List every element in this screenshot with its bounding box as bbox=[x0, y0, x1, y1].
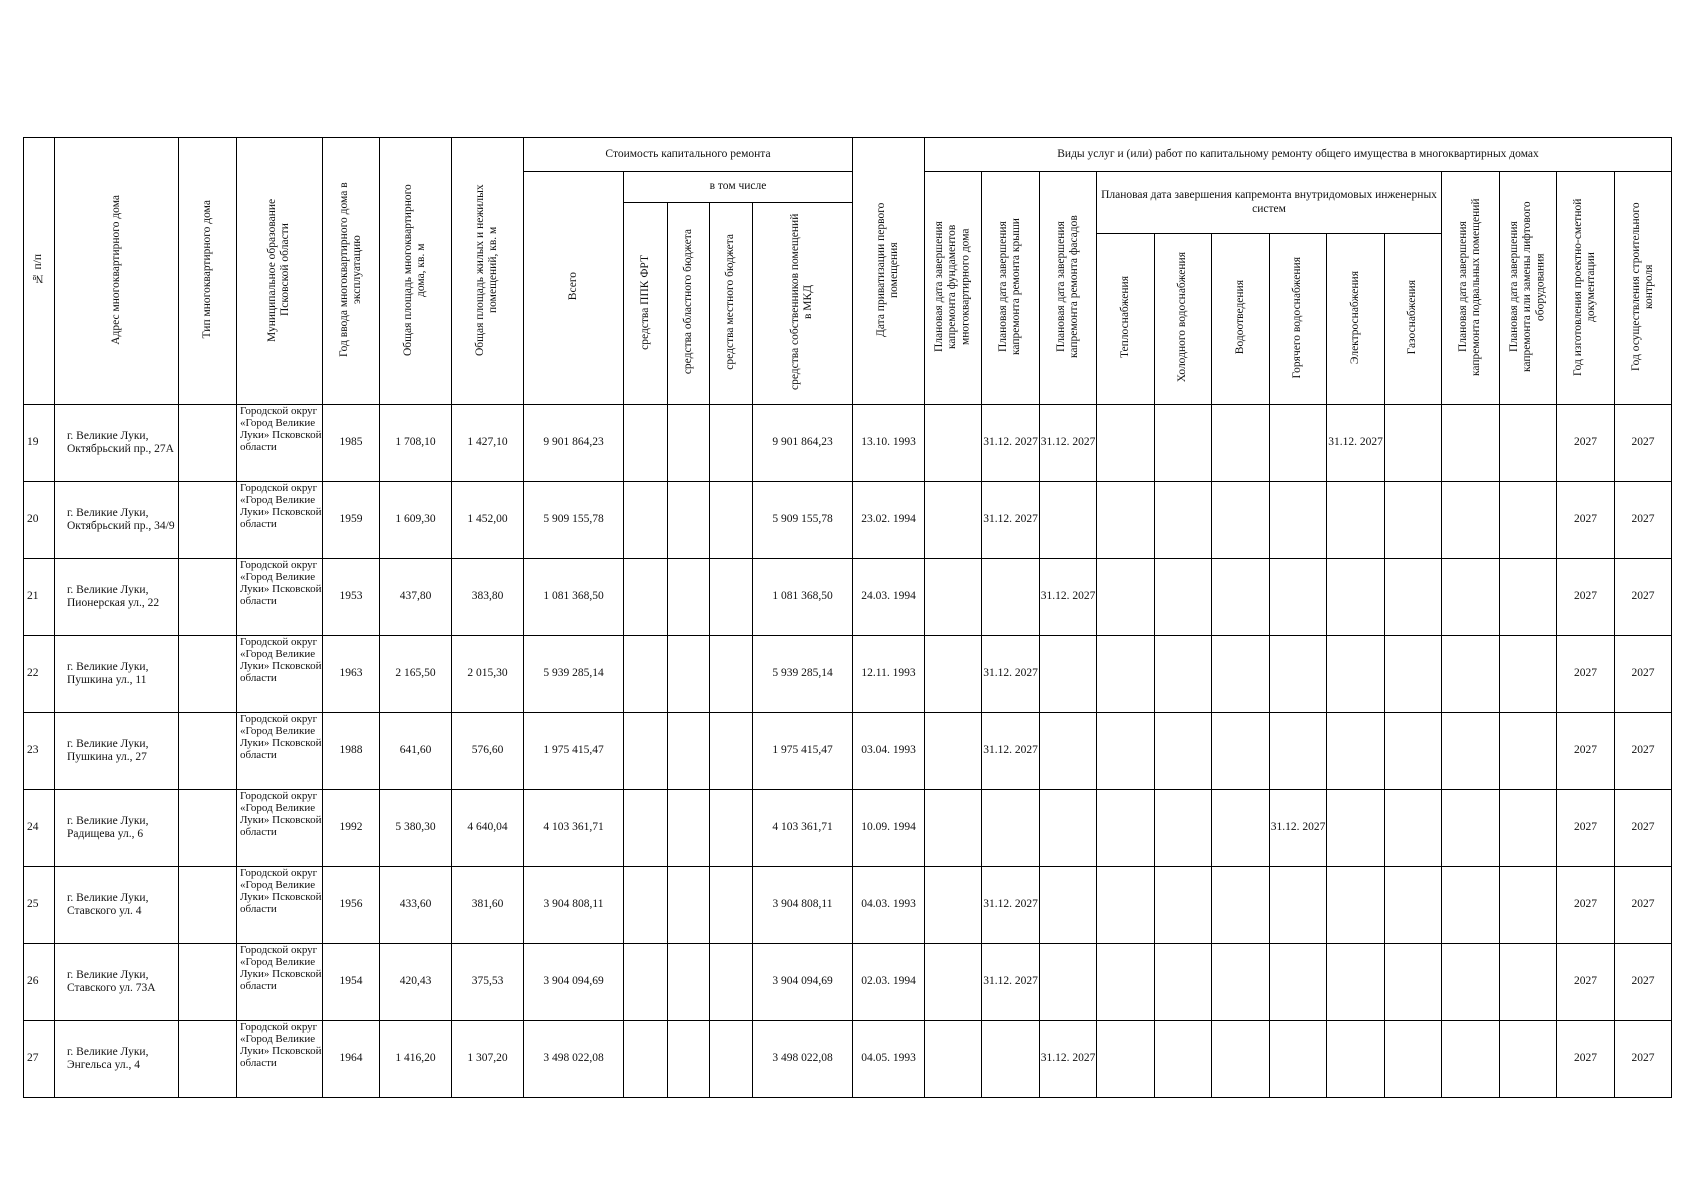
cell-gas bbox=[1385, 713, 1442, 790]
header-foundation: Плановая дата завершения капремонта фундаментов многоквартирного дома bbox=[925, 172, 982, 405]
cell-type bbox=[179, 944, 237, 1021]
cell-design-year: 2027 bbox=[1557, 405, 1615, 482]
cell-cost-total: 3 904 808,11 bbox=[524, 867, 624, 944]
cell-year-built: 1985 bbox=[323, 405, 380, 482]
cell-electric bbox=[1327, 790, 1385, 867]
cell-facade bbox=[1040, 944, 1097, 1021]
cell-ppk-frt bbox=[624, 1021, 668, 1098]
cell-municipality: Городской округ «Город Великие Луки» Псковской области bbox=[237, 713, 323, 790]
cell-owners: 3 498 022,08 bbox=[753, 1021, 853, 1098]
cell-privatization: 10.09. 1994 bbox=[853, 790, 925, 867]
cell-facade bbox=[1040, 482, 1097, 559]
header-type: Тип многоквартирного дома bbox=[179, 138, 237, 405]
header-regional: средства областного бюджета bbox=[668, 203, 710, 405]
cell-local bbox=[710, 944, 753, 1021]
cell-foundation bbox=[925, 713, 982, 790]
cell-hot-water bbox=[1270, 559, 1327, 636]
header-address: Адрес многоквартирного дома bbox=[55, 138, 179, 405]
header-electric: Электроснабжения bbox=[1327, 234, 1385, 405]
cell-design-year: 2027 bbox=[1557, 790, 1615, 867]
cell-num: 22 bbox=[24, 636, 55, 713]
cell-owners: 1 975 415,47 bbox=[753, 713, 853, 790]
cell-electric: 31.12. 2027 bbox=[1327, 405, 1385, 482]
cell-cost-total: 9 901 864,23 bbox=[524, 405, 624, 482]
cell-total-area: 5 380,30 bbox=[380, 790, 452, 867]
cell-elevator bbox=[1500, 405, 1557, 482]
cell-hot-water bbox=[1270, 867, 1327, 944]
cell-address: г. Великие Луки, Пушкина ул., 27 bbox=[55, 713, 179, 790]
capital-repair-table bbox=[23, 137, 1672, 1098]
cell-gas bbox=[1385, 867, 1442, 944]
cell-living-area: 2 015,30 bbox=[452, 636, 524, 713]
cell-sewerage bbox=[1212, 790, 1270, 867]
cell-cold-water bbox=[1155, 790, 1212, 867]
cell-basement bbox=[1442, 790, 1500, 867]
cell-ppk-frt bbox=[624, 482, 668, 559]
cell-facade: 31.12. 2027 bbox=[1040, 1021, 1097, 1098]
cell-cold-water bbox=[1155, 867, 1212, 944]
cell-type bbox=[179, 636, 237, 713]
cell-living-area: 1 452,00 bbox=[452, 482, 524, 559]
cell-cost-total: 5 909 155,78 bbox=[524, 482, 624, 559]
cell-total-area: 1 708,10 bbox=[380, 405, 452, 482]
cell-elevator bbox=[1500, 559, 1557, 636]
cell-heating bbox=[1097, 713, 1155, 790]
cell-design-year: 2027 bbox=[1557, 559, 1615, 636]
cell-electric bbox=[1327, 944, 1385, 1021]
cell-type bbox=[179, 1021, 237, 1098]
cell-basement bbox=[1442, 713, 1500, 790]
header-elevator: Плановая дата завершения капремонта или замены лифтового оборудования bbox=[1500, 172, 1557, 405]
cell-hot-water bbox=[1270, 405, 1327, 482]
cell-electric bbox=[1327, 1021, 1385, 1098]
cell-privatization: 04.05. 1993 bbox=[853, 1021, 925, 1098]
cell-owners: 5 909 155,78 bbox=[753, 482, 853, 559]
cell-heating bbox=[1097, 405, 1155, 482]
cell-local bbox=[710, 482, 753, 559]
cell-ppk-frt bbox=[624, 405, 668, 482]
cell-local bbox=[710, 713, 753, 790]
cell-year-built: 1992 bbox=[323, 790, 380, 867]
cell-num: 26 bbox=[24, 944, 55, 1021]
cell-year-built: 1959 bbox=[323, 482, 380, 559]
cell-regional bbox=[668, 1021, 710, 1098]
cell-control-year: 2027 bbox=[1615, 482, 1672, 559]
cell-owners: 5 939 285,14 bbox=[753, 636, 853, 713]
cell-local bbox=[710, 1021, 753, 1098]
cell-roof bbox=[982, 559, 1040, 636]
header-privatization: Дата приватизации первого помещения bbox=[853, 138, 925, 405]
cell-living-area: 381,60 bbox=[452, 867, 524, 944]
header-works-group: Виды услуг и (или) работ по капитальному ремонту общего имущества в многоквартирных домах bbox=[925, 138, 1672, 172]
cell-gas bbox=[1385, 790, 1442, 867]
cell-municipality: Городской округ «Город Великие Луки» Псковской области bbox=[237, 944, 323, 1021]
header-basement: Плановая дата завершения капремонта подвальных помещений bbox=[1442, 172, 1500, 405]
cell-local bbox=[710, 636, 753, 713]
cell-cold-water bbox=[1155, 559, 1212, 636]
table-row bbox=[24, 482, 1672, 559]
cell-design-year: 2027 bbox=[1557, 713, 1615, 790]
cell-sewerage bbox=[1212, 944, 1270, 1021]
cell-heating bbox=[1097, 1021, 1155, 1098]
cell-facade: 31.12. 2027 bbox=[1040, 559, 1097, 636]
cell-facade: 31.12. 2027 bbox=[1040, 405, 1097, 482]
header-year-built: Год ввода многоквартирного дома в эксплуатацию bbox=[323, 138, 380, 405]
cell-heating bbox=[1097, 559, 1155, 636]
cell-year-built: 1954 bbox=[323, 944, 380, 1021]
cell-owners: 4 103 361,71 bbox=[753, 790, 853, 867]
cell-type bbox=[179, 405, 237, 482]
cell-basement bbox=[1442, 944, 1500, 1021]
cell-hot-water: 31.12. 2027 bbox=[1270, 790, 1327, 867]
cell-year-built: 1956 bbox=[323, 867, 380, 944]
header-owners: средства собственников помещений в МКД bbox=[753, 203, 853, 405]
cell-hot-water bbox=[1270, 944, 1327, 1021]
cell-privatization: 13.10. 1993 bbox=[853, 405, 925, 482]
cell-living-area: 1 307,20 bbox=[452, 1021, 524, 1098]
cell-elevator bbox=[1500, 944, 1557, 1021]
cell-regional bbox=[668, 790, 710, 867]
header-control-year: Год осуществления строительного контроля bbox=[1615, 172, 1672, 405]
cell-total-area: 2 165,50 bbox=[380, 636, 452, 713]
cell-foundation bbox=[925, 1021, 982, 1098]
cell-foundation bbox=[925, 867, 982, 944]
header-sewerage: Водоотведения bbox=[1212, 234, 1270, 405]
cell-electric bbox=[1327, 636, 1385, 713]
cell-ppk-frt bbox=[624, 713, 668, 790]
header-gas: Газоснабжения bbox=[1385, 234, 1442, 405]
cell-num: 19 bbox=[24, 405, 55, 482]
cell-basement bbox=[1442, 867, 1500, 944]
table-row bbox=[24, 405, 1672, 482]
cell-type bbox=[179, 867, 237, 944]
cell-cost-total: 1 081 368,50 bbox=[524, 559, 624, 636]
cell-cost-total: 5 939 285,14 bbox=[524, 636, 624, 713]
cell-privatization: 03.04. 1993 bbox=[853, 713, 925, 790]
cell-foundation bbox=[925, 790, 982, 867]
cell-municipality: Городской округ «Город Великие Луки» Псковской области bbox=[237, 790, 323, 867]
header-heating: Теплоснабжения bbox=[1097, 234, 1155, 405]
cell-heating bbox=[1097, 636, 1155, 713]
cell-gas bbox=[1385, 636, 1442, 713]
cell-roof: 31.12. 2027 bbox=[982, 405, 1040, 482]
cell-control-year: 2027 bbox=[1615, 559, 1672, 636]
cell-design-year: 2027 bbox=[1557, 482, 1615, 559]
cell-address: г. Великие Луки, Октябрьский пр., 34/9 bbox=[55, 482, 179, 559]
cell-gas bbox=[1385, 405, 1442, 482]
cell-municipality: Городской округ «Город Великие Луки» Псковской области bbox=[237, 405, 323, 482]
cell-address: г. Великие Луки, Ставского ул. 4 bbox=[55, 867, 179, 944]
cell-cold-water bbox=[1155, 482, 1212, 559]
cell-cold-water bbox=[1155, 636, 1212, 713]
cell-total-area: 433,60 bbox=[380, 867, 452, 944]
cell-regional bbox=[668, 405, 710, 482]
cell-ppk-frt bbox=[624, 790, 668, 867]
cell-num: 27 bbox=[24, 1021, 55, 1098]
cell-living-area: 1 427,10 bbox=[452, 405, 524, 482]
cell-foundation bbox=[925, 405, 982, 482]
header-local: средства местного бюджета bbox=[710, 203, 753, 405]
cell-living-area: 576,60 bbox=[452, 713, 524, 790]
cell-address: г. Великие Луки, Пионерская ул., 22 bbox=[55, 559, 179, 636]
cell-foundation bbox=[925, 636, 982, 713]
cell-municipality: Городской округ «Город Великие Луки» Псковской области bbox=[237, 482, 323, 559]
cell-local bbox=[710, 867, 753, 944]
cell-privatization: 24.03. 1994 bbox=[853, 559, 925, 636]
cell-address: г. Великие Луки, Ставского ул. 73А bbox=[55, 944, 179, 1021]
table-row bbox=[24, 1021, 1672, 1098]
cell-hot-water bbox=[1270, 713, 1327, 790]
cell-facade bbox=[1040, 790, 1097, 867]
cell-municipality: Городской округ «Город Великие Луки» Псковской области bbox=[237, 1021, 323, 1098]
cell-living-area: 4 640,04 bbox=[452, 790, 524, 867]
cell-year-built: 1964 bbox=[323, 1021, 380, 1098]
cell-living-area: 383,80 bbox=[452, 559, 524, 636]
cell-ppk-frt bbox=[624, 867, 668, 944]
header-num: № п/п bbox=[24, 138, 55, 405]
cell-num: 25 bbox=[24, 867, 55, 944]
header-living-area: Общая площадь жилых и нежилых помещений, кв. м bbox=[452, 138, 524, 405]
cell-municipality: Городской округ «Город Великие Луки» Псковской области bbox=[237, 867, 323, 944]
cell-control-year: 2027 bbox=[1615, 405, 1672, 482]
cell-privatization: 04.03. 1993 bbox=[853, 867, 925, 944]
cell-foundation bbox=[925, 482, 982, 559]
cell-privatization: 02.03. 1994 bbox=[853, 944, 925, 1021]
table-row bbox=[24, 944, 1672, 1021]
cell-total-area: 641,60 bbox=[380, 713, 452, 790]
header-design-year: Год изготовления проектно-сметной документации bbox=[1557, 172, 1615, 405]
cell-type bbox=[179, 713, 237, 790]
cell-gas bbox=[1385, 559, 1442, 636]
cell-electric bbox=[1327, 559, 1385, 636]
cell-roof bbox=[982, 1021, 1040, 1098]
cell-type bbox=[179, 482, 237, 559]
cell-cold-water bbox=[1155, 713, 1212, 790]
cell-electric bbox=[1327, 713, 1385, 790]
cell-gas bbox=[1385, 1021, 1442, 1098]
cell-num: 23 bbox=[24, 713, 55, 790]
header-systems-group: Плановая дата завершения капремонта внутридомовых инженерных систем bbox=[1097, 172, 1442, 234]
cell-control-year: 2027 bbox=[1615, 790, 1672, 867]
cell-privatization: 12.11. 1993 bbox=[853, 636, 925, 713]
cell-address: г. Великие Луки, Радищева ул., 6 bbox=[55, 790, 179, 867]
cell-elevator bbox=[1500, 482, 1557, 559]
cell-roof: 31.12. 2027 bbox=[982, 944, 1040, 1021]
cell-ppk-frt bbox=[624, 944, 668, 1021]
cell-design-year: 2027 bbox=[1557, 1021, 1615, 1098]
cell-basement bbox=[1442, 559, 1500, 636]
cell-living-area: 375,53 bbox=[452, 944, 524, 1021]
cell-facade bbox=[1040, 713, 1097, 790]
cell-sewerage bbox=[1212, 405, 1270, 482]
cell-elevator bbox=[1500, 636, 1557, 713]
cell-owners: 1 081 368,50 bbox=[753, 559, 853, 636]
cell-electric bbox=[1327, 867, 1385, 944]
cell-num: 21 bbox=[24, 559, 55, 636]
header-hot-water: Горячего водоснабжения bbox=[1270, 234, 1327, 405]
header-total-area: Общая площадь многоквартирного дома, кв. м bbox=[380, 138, 452, 405]
cell-total-area: 1 609,30 bbox=[380, 482, 452, 559]
cell-type bbox=[179, 790, 237, 867]
cell-roof: 31.12. 2027 bbox=[982, 636, 1040, 713]
header-roof: Плановая дата завершения капремонта ремонта крыши bbox=[982, 172, 1040, 405]
cell-elevator bbox=[1500, 1021, 1557, 1098]
table-body bbox=[24, 405, 1672, 1098]
cell-type bbox=[179, 559, 237, 636]
cell-sewerage bbox=[1212, 1021, 1270, 1098]
cell-hot-water bbox=[1270, 636, 1327, 713]
cell-cost-total: 1 975 415,47 bbox=[524, 713, 624, 790]
cell-roof: 31.12. 2027 bbox=[982, 482, 1040, 559]
header-including: в том числе bbox=[624, 172, 853, 203]
cell-address: г. Великие Луки, Энгельса ул., 4 bbox=[55, 1021, 179, 1098]
cell-elevator bbox=[1500, 790, 1557, 867]
cell-control-year: 2027 bbox=[1615, 713, 1672, 790]
header-ppk-frt: средства ППК ФРТ bbox=[624, 203, 668, 405]
cell-municipality: Городской округ «Город Великие Луки» Псковской области bbox=[237, 559, 323, 636]
cell-cold-water bbox=[1155, 1021, 1212, 1098]
cell-local bbox=[710, 405, 753, 482]
table-row bbox=[24, 790, 1672, 867]
cell-basement bbox=[1442, 482, 1500, 559]
cell-basement bbox=[1442, 405, 1500, 482]
header-total: Всего bbox=[524, 172, 624, 405]
cell-local bbox=[710, 559, 753, 636]
cell-total-area: 437,80 bbox=[380, 559, 452, 636]
table-row bbox=[24, 559, 1672, 636]
cell-heating bbox=[1097, 944, 1155, 1021]
cell-regional bbox=[668, 559, 710, 636]
cell-basement bbox=[1442, 1021, 1500, 1098]
cell-regional bbox=[668, 713, 710, 790]
header-municipality: Муниципальное образование Псковской области bbox=[237, 138, 323, 405]
cell-local bbox=[710, 790, 753, 867]
cell-cold-water bbox=[1155, 944, 1212, 1021]
cell-roof: 31.12. 2027 bbox=[982, 713, 1040, 790]
cell-sewerage bbox=[1212, 713, 1270, 790]
cell-sewerage bbox=[1212, 559, 1270, 636]
cell-address: г. Великие Луки, Октябрьский пр., 27А bbox=[55, 405, 179, 482]
cell-year-built: 1988 bbox=[323, 713, 380, 790]
cell-owners: 3 904 094,69 bbox=[753, 944, 853, 1021]
cell-control-year: 2027 bbox=[1615, 944, 1672, 1021]
cell-num: 24 bbox=[24, 790, 55, 867]
cell-elevator bbox=[1500, 867, 1557, 944]
cell-municipality: Городской округ «Город Великие Луки» Псковской области bbox=[237, 636, 323, 713]
cell-num: 20 bbox=[24, 482, 55, 559]
cell-control-year: 2027 bbox=[1615, 636, 1672, 713]
cell-cost-total: 3 498 022,08 bbox=[524, 1021, 624, 1098]
cell-hot-water bbox=[1270, 1021, 1327, 1098]
cell-heating bbox=[1097, 867, 1155, 944]
cell-regional bbox=[668, 944, 710, 1021]
cell-facade bbox=[1040, 867, 1097, 944]
cell-facade bbox=[1040, 636, 1097, 713]
header-cold-water: Холодного водоснабжения bbox=[1155, 234, 1212, 405]
cell-foundation bbox=[925, 944, 982, 1021]
cell-control-year: 2027 bbox=[1615, 867, 1672, 944]
cell-design-year: 2027 bbox=[1557, 867, 1615, 944]
cell-ppk-frt bbox=[624, 559, 668, 636]
cell-regional bbox=[668, 636, 710, 713]
cell-gas bbox=[1385, 944, 1442, 1021]
table-row bbox=[24, 713, 1672, 790]
cell-sewerage bbox=[1212, 482, 1270, 559]
cell-electric bbox=[1327, 482, 1385, 559]
cell-basement bbox=[1442, 636, 1500, 713]
cell-design-year: 2027 bbox=[1557, 636, 1615, 713]
cell-design-year: 2027 bbox=[1557, 944, 1615, 1021]
cell-ppk-frt bbox=[624, 636, 668, 713]
cell-sewerage bbox=[1212, 636, 1270, 713]
cell-privatization: 23.02. 1994 bbox=[853, 482, 925, 559]
cell-roof bbox=[982, 790, 1040, 867]
cell-total-area: 420,43 bbox=[380, 944, 452, 1021]
cell-owners: 9 901 864,23 bbox=[753, 405, 853, 482]
cell-roof: 31.12. 2027 bbox=[982, 867, 1040, 944]
table-row bbox=[24, 636, 1672, 713]
cell-year-built: 1953 bbox=[323, 559, 380, 636]
cell-heating bbox=[1097, 790, 1155, 867]
cell-regional bbox=[668, 482, 710, 559]
cell-cost-total: 4 103 361,71 bbox=[524, 790, 624, 867]
table-header bbox=[24, 138, 1672, 405]
cell-year-built: 1963 bbox=[323, 636, 380, 713]
cell-elevator bbox=[1500, 713, 1557, 790]
cell-foundation bbox=[925, 559, 982, 636]
cell-gas bbox=[1385, 482, 1442, 559]
cell-total-area: 1 416,20 bbox=[380, 1021, 452, 1098]
cell-sewerage bbox=[1212, 867, 1270, 944]
cell-owners: 3 904 808,11 bbox=[753, 867, 853, 944]
cell-control-year: 2027 bbox=[1615, 1021, 1672, 1098]
cell-cost-total: 3 904 094,69 bbox=[524, 944, 624, 1021]
table-row bbox=[24, 867, 1672, 944]
cell-cold-water bbox=[1155, 405, 1212, 482]
cell-regional bbox=[668, 867, 710, 944]
cell-hot-water bbox=[1270, 482, 1327, 559]
header-cost-group: Стоимость капитального ремонта bbox=[524, 138, 853, 172]
cell-address: г. Великие Луки, Пушкина ул., 11 bbox=[55, 636, 179, 713]
cell-heating bbox=[1097, 482, 1155, 559]
header-facade: Плановая дата завершения капремонта ремонта фасадов bbox=[1040, 172, 1097, 405]
